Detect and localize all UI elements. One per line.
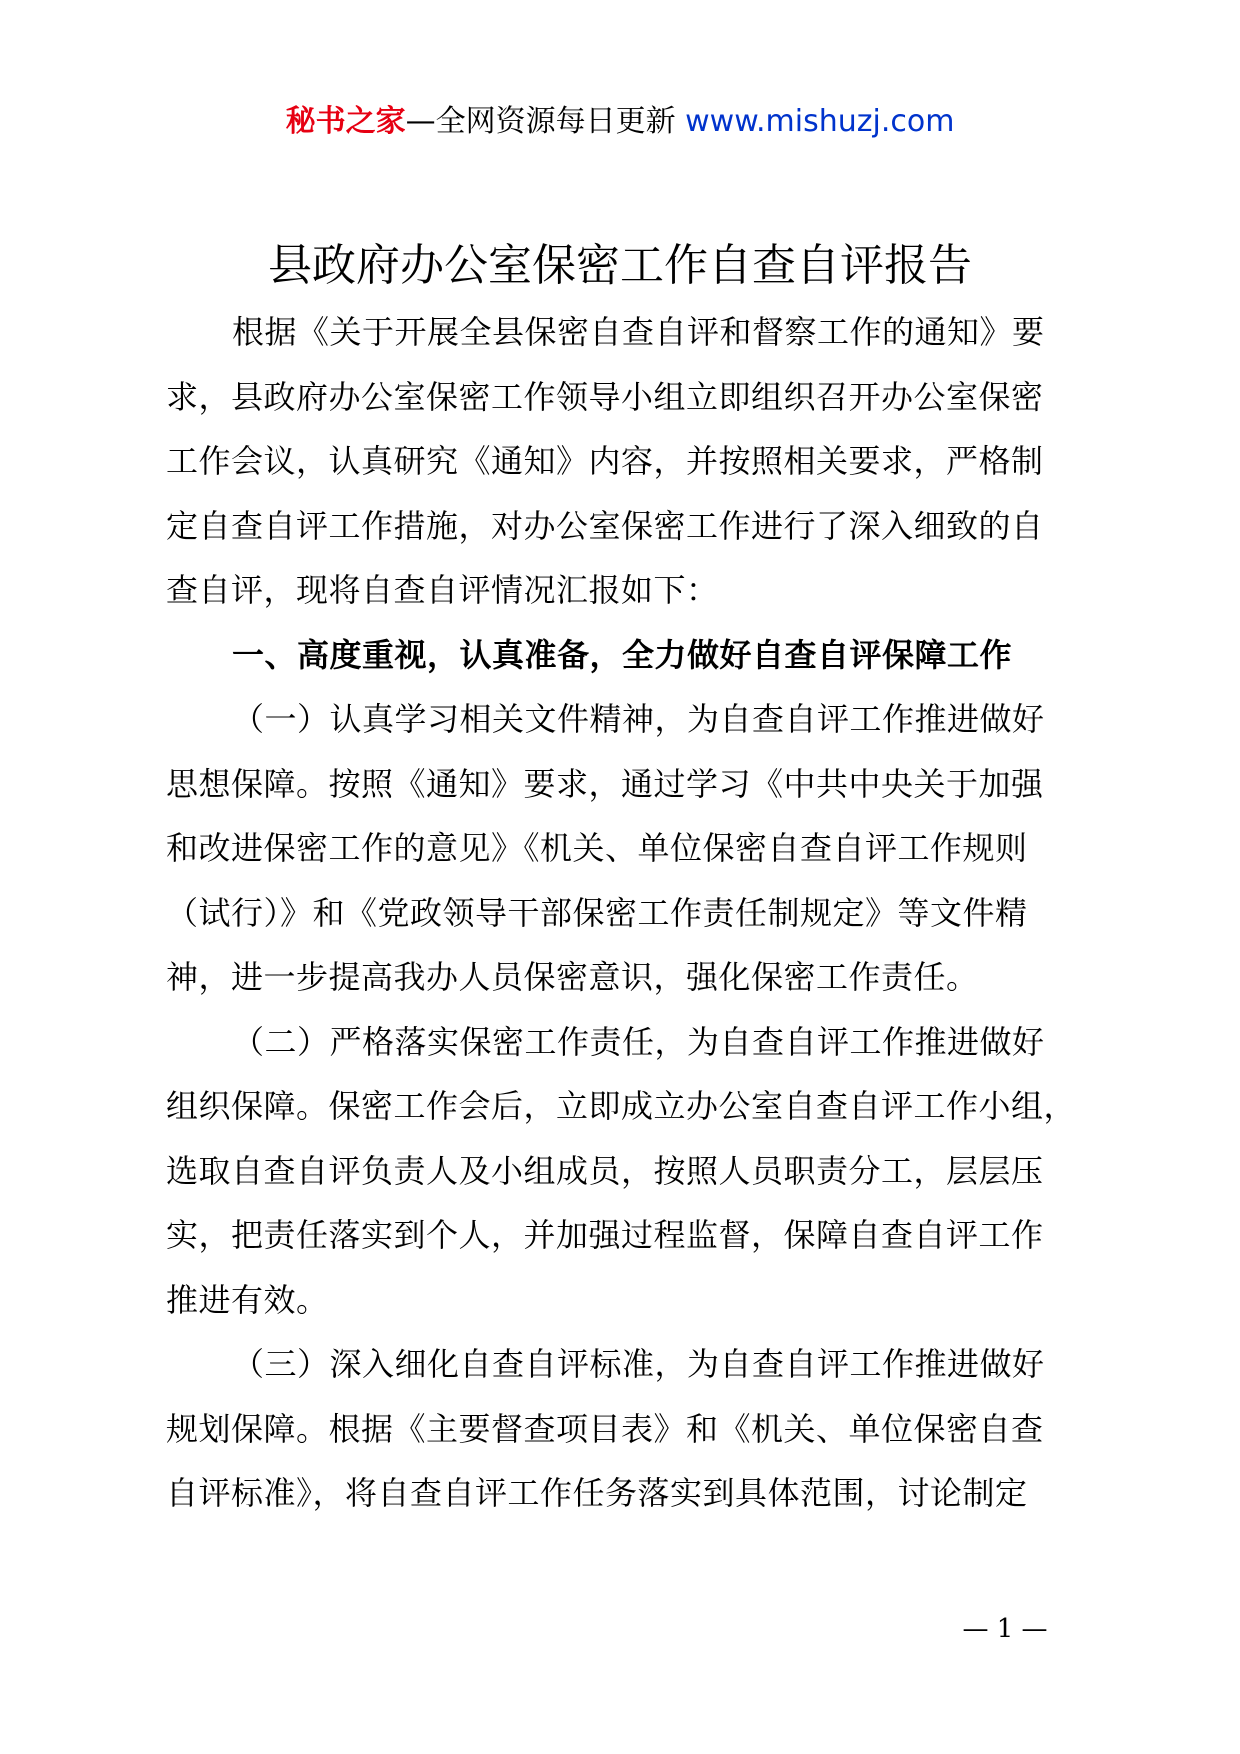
site-banner: [0, 102, 1240, 142]
paragraph-item-1-line: （试行）》和《党政领导干部保密工作责任制规定》等文件精: [166, 893, 1028, 932]
paragraph-item-2-line: （二）严格落实保密工作责任，为自查自评工作推进做好: [232, 1022, 1045, 1061]
paragraph-item-1-line: 和改进保密工作的意见》《机关、单位保密自查自评工作规则: [166, 829, 1028, 867]
paragraph-item-2-line: 选取自查自评负责人及小组成员，按照人员职责分工，层层压: [166, 1151, 1044, 1190]
paragraph-intro-line: 求，县政府办公室保密工作领导小组立即组织召开办公室保密: [166, 377, 1044, 416]
paragraph-item-3-line: （三）深入细化自查自评标准，为自查自评工作推进做好: [232, 1345, 1045, 1383]
paragraph-item-2-line: 实，把责任落实到个人，并加强过程监督，保障自查自评工作: [166, 1216, 1044, 1254]
paragraph-intro-line: 查自评，现将自查自评情况汇报如下：: [166, 571, 719, 609]
brand-name: 秘书之家: [285, 104, 406, 139]
paragraph-item-2-line: 推进有效。: [166, 1280, 329, 1319]
report-title: 县政府办公室保密工作自查自评报告: [268, 240, 972, 291]
paragraph-item-3-line: 自评标准》，将自查自评工作任务落实到具体范围，讨论制定: [166, 1474, 1028, 1512]
paragraph-item-1-line: （一）认真学习相关文件精神，为自查自评工作推进做好: [232, 700, 1045, 738]
paragraph-intro-line: 根据《关于开展全县保密自查自评和督察工作的通知》要: [232, 313, 1045, 351]
section-heading-1: 一、高度重视，认真准备，全力做好自查自评保障工作: [232, 635, 1013, 674]
report-body: [166, 300, 1098, 1526]
banner-slogan: —全网资源每日更新: [405, 104, 686, 139]
paragraph-intro-line: 工作会议，认真研究《通知》内容，并按照相关要求，严格制: [166, 442, 1044, 480]
page-number: — 1 —: [962, 1614, 1048, 1644]
paragraph-item-1-line: 神，进一步提高我办人员保密意识，强化保密工作责任。: [166, 958, 979, 996]
site-url: www.mishuzj.com: [685, 104, 955, 139]
paragraph-item-2-line: 组织保障。保密工作会后，立即成立办公室自查自评工作小组，: [166, 1087, 1077, 1125]
paragraph-item-1-line: 思想保障。按照《通知》要求，通过学习《中共中央关于加强: [166, 764, 1044, 803]
paragraph-intro-line: 定自查自评工作措施，对办公室保密工作进行了深入细致的自: [166, 506, 1044, 545]
paragraph-item-3-line: 规划保障。根据《主要督查项目表》和《机关、单位保密自查: [166, 1409, 1044, 1448]
